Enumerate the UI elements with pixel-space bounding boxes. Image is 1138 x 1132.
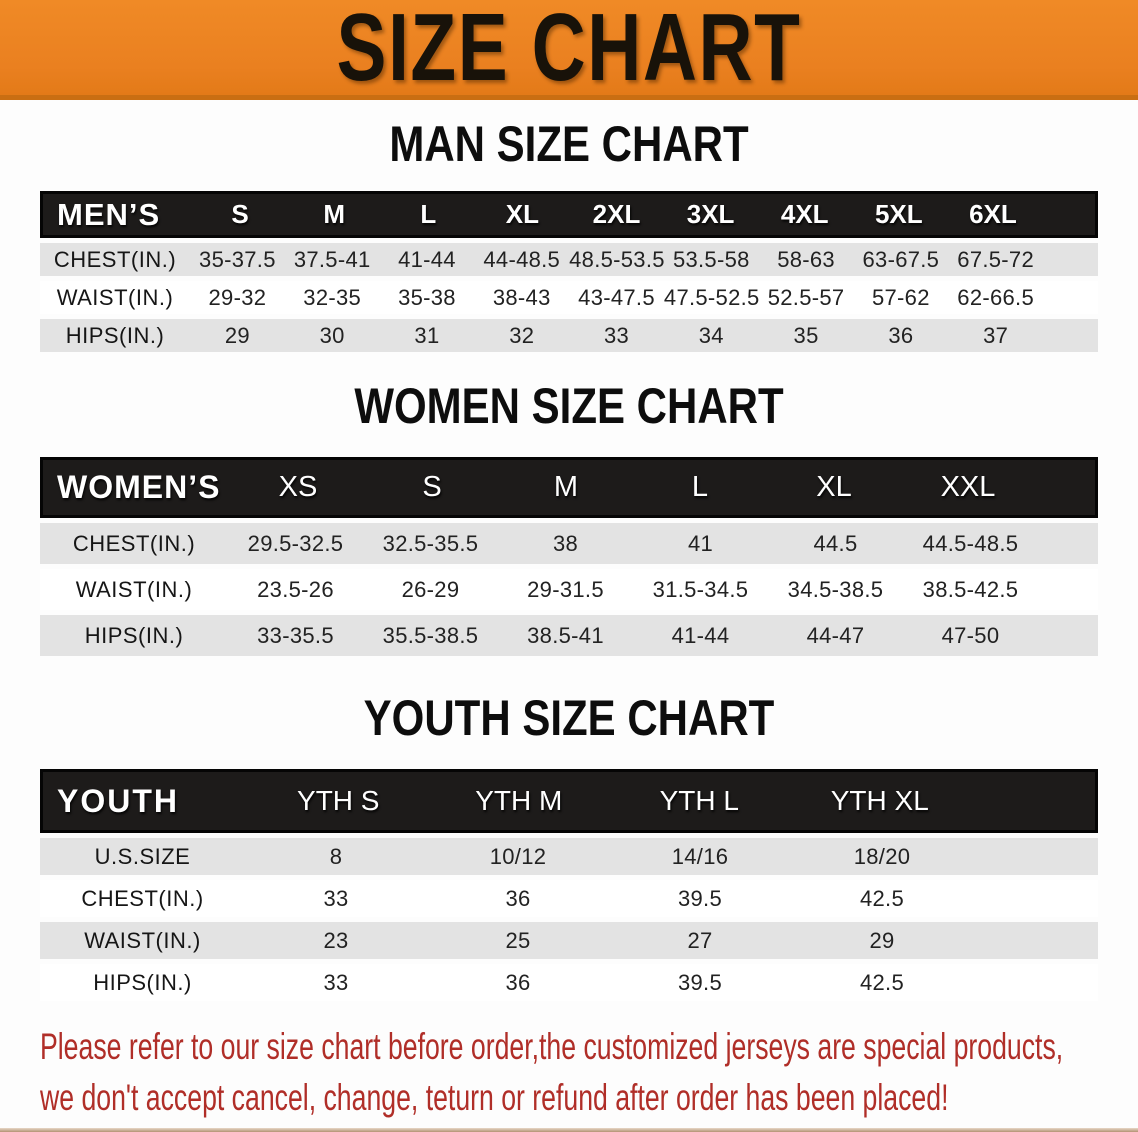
women-size-table [40, 457, 1098, 656]
measurement-label: U.S.SIZE [94, 843, 191, 869]
size-column-header: XL [505, 199, 539, 229]
size-value: 33 [323, 885, 349, 911]
size-value: 26-29 [401, 576, 460, 602]
banner [0, 0, 1138, 100]
size-value: 23.5-26 [257, 576, 334, 602]
notice-line-1: Please refer to our size chart before order,the customized jerseys are special products, [40, 1026, 1064, 1067]
size-value: 36 [505, 969, 531, 995]
size-column-header: YTH L [659, 785, 739, 816]
measurement-label: HIPS(IN.) [93, 969, 192, 995]
table-row [40, 281, 1098, 314]
size-column-header: 2XL [592, 199, 641, 229]
table-row [40, 615, 1098, 656]
size-column-header: M [323, 199, 345, 229]
size-value: 41 [687, 530, 714, 556]
size-column-header: YTH S [297, 785, 380, 816]
table-header [40, 769, 1098, 833]
size-value: 38.5-41 [527, 622, 604, 648]
size-column-header: 4XL [780, 199, 829, 229]
size-value: 47-50 [941, 622, 1000, 648]
banner-title: SIZE CHART [336, 0, 802, 101]
size-value: 39.5 [677, 885, 723, 911]
table-row [40, 964, 1098, 1001]
size-value: 14/16 [671, 843, 729, 869]
women-section-heading: WOMEN SIZE CHART [354, 378, 784, 434]
table-header [40, 457, 1098, 518]
table-title-cell: MEN’S [57, 196, 161, 232]
table-header [40, 191, 1098, 238]
size-value: 47.5-52.5 [663, 284, 760, 310]
measurement-label: WAIST(IN.) [84, 927, 201, 953]
size-column-header: XL [816, 471, 852, 503]
youth-size-table [40, 769, 1098, 1001]
size-column-header: XS [278, 471, 318, 503]
measurement-label: CHEST(IN.) [53, 246, 177, 272]
table-row [40, 243, 1098, 276]
measurement-label: HIPS(IN.) [84, 622, 184, 648]
table-row [40, 569, 1098, 610]
size-value: 44-48.5 [483, 246, 561, 272]
size-value: 35 [793, 322, 819, 348]
size-value: 38 [552, 530, 579, 556]
size-value: 31 [414, 322, 440, 348]
size-column-header: 3XL [686, 199, 735, 229]
size-value: 8 [329, 843, 343, 869]
size-column-header: L [420, 199, 437, 229]
table-row [40, 880, 1098, 917]
measurement-label: WAIST(IN.) [75, 576, 193, 602]
bottom-banner-edge [0, 1128, 1138, 1132]
measurement-label: CHEST(IN.) [81, 885, 204, 911]
size-value: 30 [319, 322, 345, 348]
youth-size-section [0, 690, 1138, 1001]
table-row [40, 523, 1098, 564]
measurement-label: HIPS(IN.) [65, 322, 165, 348]
size-value: 58-63 [777, 246, 835, 272]
size-value: 35-38 [398, 284, 456, 310]
size-value: 42.5 [859, 969, 905, 995]
size-column-header: S [422, 471, 442, 503]
size-column-header: YTH M [475, 785, 563, 816]
men-size-section [0, 116, 1138, 352]
size-value: 62-66.5 [957, 284, 1034, 310]
size-value: 38-43 [492, 284, 551, 310]
men-section-heading: MAN SIZE CHART [389, 116, 749, 172]
size-value: 29-31.5 [527, 576, 604, 602]
size-value: 37 [983, 322, 1009, 348]
size-value: 32 [509, 322, 535, 348]
size-column-header: YTH XL [830, 785, 929, 816]
size-value: 33 [323, 969, 349, 995]
size-value: 27 [687, 927, 713, 953]
size-column-header: XXL [940, 471, 996, 503]
table-row [40, 319, 1098, 352]
measurement-label: WAIST(IN.) [56, 284, 174, 310]
size-value: 36 [505, 885, 531, 911]
size-value: 38.5-42.5 [922, 576, 1019, 602]
size-value: 52.5-57 [767, 284, 845, 310]
size-value: 63-67.5 [862, 246, 940, 272]
size-value: 44.5 [813, 530, 858, 556]
size-column-header: 5XL [874, 199, 923, 229]
notice-line-2: we don't accept cancel, change, teturn or refund after order has been placed! [40, 1077, 949, 1119]
size-value: 25 [505, 927, 531, 953]
table-title-cell: YOUTH [57, 782, 179, 819]
women-size-section [0, 378, 1138, 656]
size-value: 18/20 [853, 843, 911, 869]
size-column-header: L [691, 471, 709, 503]
men-size-table [40, 191, 1098, 352]
table-row [40, 922, 1098, 959]
youth-section-heading: YOUTH SIZE CHART [363, 690, 775, 746]
size-value: 67.5-72 [957, 246, 1034, 272]
size-value: 57-62 [871, 284, 930, 310]
size-value: 29.5-32.5 [247, 530, 344, 556]
size-value: 35-37.5 [199, 246, 276, 272]
size-value: 44-47 [806, 622, 865, 648]
size-value: 34 [698, 322, 724, 348]
size-value: 29 [869, 927, 895, 953]
size-column-header: 6XL [969, 199, 1017, 229]
size-value: 32.5-35.5 [382, 530, 479, 556]
size-value: 44.5-48.5 [922, 530, 1019, 556]
size-value: 39.5 [677, 969, 723, 995]
size-value: 35.5-38.5 [382, 622, 479, 648]
size-value: 23 [323, 927, 349, 953]
table-row [40, 838, 1098, 875]
size-value: 41-44 [671, 622, 730, 648]
size-value: 48.5-53.5 [569, 246, 665, 272]
size-value: 29-32 [208, 284, 267, 310]
size-value: 34.5-38.5 [787, 576, 884, 602]
size-value: 36 [888, 322, 914, 348]
order-notice [40, 1021, 1138, 1123]
table-title-cell: WOMEN’S [57, 469, 221, 505]
size-value: 33-35.5 [257, 622, 334, 648]
size-value: 10/12 [489, 843, 547, 869]
size-value: 41-44 [398, 246, 456, 272]
size-value: 33 [603, 322, 630, 348]
size-value: 53.5-58 [672, 246, 750, 272]
size-value: 32-35 [303, 284, 362, 310]
size-value: 37.5-41 [293, 246, 371, 272]
measurement-label: CHEST(IN.) [72, 530, 196, 556]
size-value: 29 [224, 322, 250, 348]
size-column-header: M [553, 471, 579, 503]
size-value: 31.5-34.5 [652, 576, 749, 602]
size-value: 42.5 [859, 885, 905, 911]
size-column-header: S [231, 199, 249, 229]
size-value: 43-47.5 [578, 284, 655, 310]
